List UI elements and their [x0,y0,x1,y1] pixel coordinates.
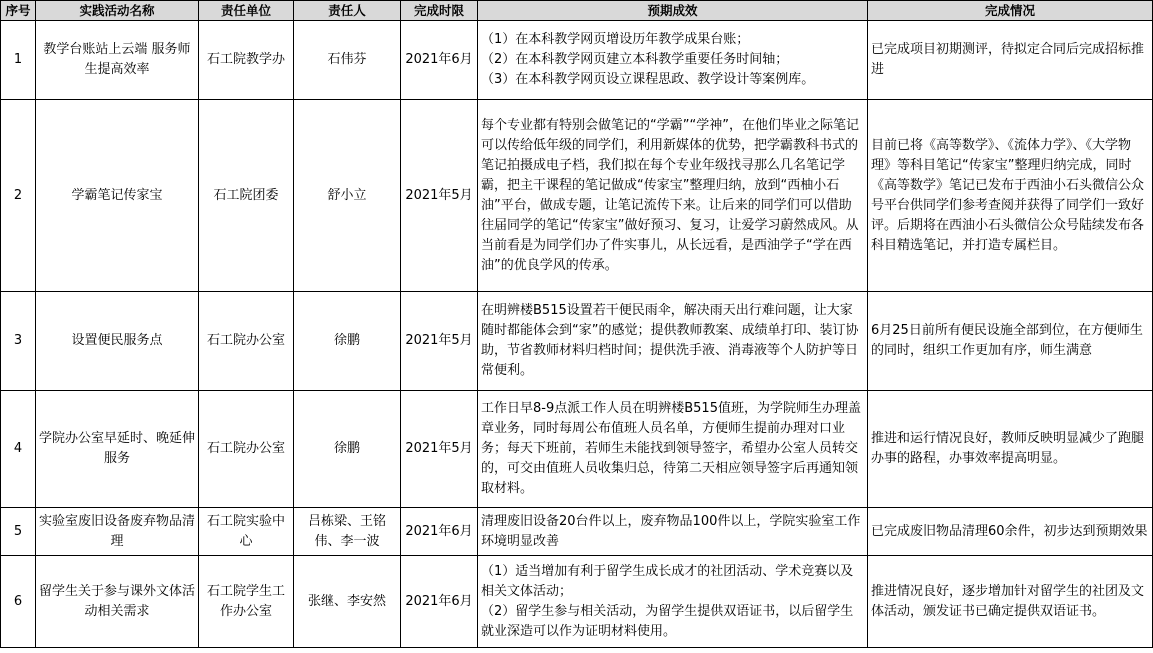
expected-line: 清理废旧设备20台件以上，废弃物品100件以上，学院实验室工作环境明显改善 [481,513,861,549]
header-activity-name: 实践活动名称 [36,1,199,21]
row-expected [478,100,868,292]
row-status: 已完成废旧物品清理60余件，初步达到预期效果 [868,508,1153,556]
row-status: 目前已将《高等数学》、《流体力学》、《大学物理》等科目笔记“传家宝”整理归纳完成，同时《高等数学》笔记已发布于西油小石头微信公众号平台供同学们参考查阅并获得了同学们一致好评。后期将在西油小石头微信公众号陆续发布各科目精选笔记，并打造专属栏目。 [868,100,1153,292]
row-no: 2 [1,100,36,292]
row-expected [478,508,868,556]
row-person: 徐鹏 [294,292,401,391]
row-activity-name: 留学生关于参与课外文体活动相关需求 [36,556,199,648]
row-expected [478,556,868,648]
row-person: 吕栋梁、王铭伟、李一波 [294,508,401,556]
row-unit: 石工院学生工作办公室 [199,556,294,648]
row-activity-name: 学霸笔记传家宝 [36,100,199,292]
row-deadline: 2021年5月 [401,292,478,391]
expected-line: （3）在本科教学网页设立课程思政、教学设计等案例库。 [481,72,815,87]
expected-line: （2）留学生参与相关活动，为留学生提供双语证书，以后留学生就业深造可以作为证明材料使用。 [481,603,854,639]
row-no: 3 [1,292,36,391]
row-person: 徐鹏 [294,391,401,508]
row-expected [478,292,868,391]
row-person: 张继、李安然 [294,556,401,648]
table-row [1,100,1153,292]
header-status: 完成情况 [868,1,1153,21]
row-deadline: 2021年6月 [401,556,478,648]
row-unit: 石工院实验中心 [199,508,294,556]
header-person: 责任人 [294,1,401,21]
header-no: 序号 [1,1,36,21]
row-no: 1 [1,21,36,100]
row-activity-name: 设置便民服务点 [36,292,199,391]
table-row [1,508,1153,556]
row-expected [478,391,868,508]
row-activity-name: 学院办公室早延时、晚延伸服务 [36,391,199,508]
header-deadline: 完成时限 [401,1,478,21]
row-no: 4 [1,391,36,508]
row-status: 推进和运行情况良好，教师反映明显减少了跑腿办事的路程，办事效率提高明显。 [868,391,1153,508]
row-status: 已完成项目初期测评，待拟定合同后完成招标推进 [868,21,1153,100]
header-unit: 责任单位 [199,1,294,21]
table-row [1,21,1153,100]
expected-line: （2）在本科教学网页建立本科教学重要任务时间轴； [481,52,789,67]
header-row [1,1,1153,21]
row-activity-name: 教学台账站上云端 服务师生提高效率 [36,21,199,100]
row-unit: 石工院办公室 [199,391,294,508]
row-no: 5 [1,508,36,556]
row-unit: 石工院团委 [199,100,294,292]
row-status: 推进情况良好，逐步增加针对留学生的社团及文体活动，颁发证书已确定提供双语证书。 [868,556,1153,648]
row-person: 舒小立 [294,100,401,292]
expected-line: （1）适当增加有利于留学生成长成才的社团活动、学术竞赛以及相关文体活动； [481,563,854,599]
row-expected [478,21,868,100]
row-deadline: 2021年5月 [401,391,478,508]
row-deadline: 2021年6月 [401,508,478,556]
table-row [1,556,1153,648]
expected-line: 工作日早8-9点派工作人员在明辨楼B515值班，为学院师生办理盖章业务，同时每周公布值班人员名单，方便师生提前办理对口业务；每天下班前，若师生未能找到领导签字，希望办公室人员转交的，可交由值班人员收集归总，待第二天相应领导签字后再通知领取材料。 [481,401,861,496]
row-activity-name: 实验室废旧设备废弃物品清理 [36,508,199,556]
table-row [1,292,1153,391]
row-no: 6 [1,556,36,648]
row-deadline: 2021年6月 [401,21,478,100]
expected-line: 每个专业都有特别会做笔记的“学霸”“学神”，在他们毕业之际笔记可以传给低年级的同学们，利用新媒体的优势，把学霸教科书式的笔记拍摄成电子档，我们拟在每个专业年级找寻那么几名笔记学霸，把主干课程的笔记做成“传家宝”整理归纳，放到“西柚小石油”平台，做成专题，让笔记流传下来。让后来的同学们可以借助往届同学的笔记“传家宝”做好预习、复习，让爱学习蔚然成风。从当前看是为同学们办了件实事儿，从长远看，是西油学子“学在西油”的优良学风的传承。 [481,117,859,273]
row-status: 6月25日前所有便民设施全部到位，在方便师生的同时，组织工作更加有序，师生满意 [868,292,1153,391]
row-unit: 石工院教学办 [199,21,294,100]
header-expected: 预期成效 [478,1,868,21]
expected-line: 在明辨楼B515设置若干便民雨伞，解决雨天出行难问题，让大家随时都能体会到“家”的感觉；提供教师教案、成绩单打印、装订协助，节省教师材料归档时间；提供洗手液、消毒液等个人防护等日常便利。 [481,303,859,378]
expected-line: （1）在本科教学网页增设历年教学成果台账； [481,32,750,47]
row-deadline: 2021年5月 [401,100,478,292]
table-row [1,391,1153,508]
row-unit: 石工院办公室 [199,292,294,391]
row-person: 石伟芬 [294,21,401,100]
